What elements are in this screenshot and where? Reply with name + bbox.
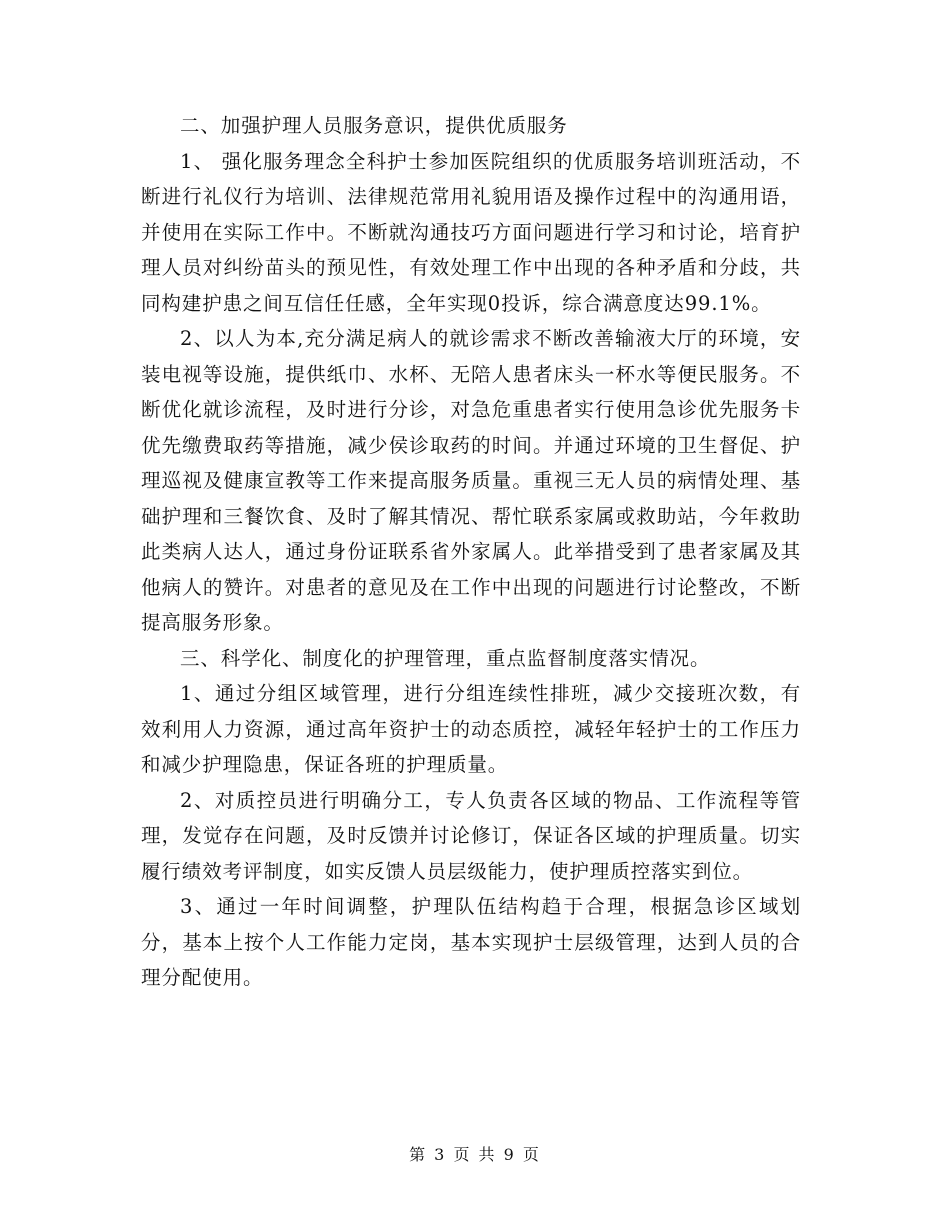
document-body	[141, 108, 801, 996]
paragraph-quality-control: 2、对质控员进行明确分工，专人负责各区域的物品、工作流程等管理，发觉存在问题，及时反馈并讨论修订，保证各区域的护理质量。切实履行绩效考评制度，如实反馈人员层级能力，使护理质控落实到位。	[141, 788, 801, 883]
paragraph-service-training: 1、 强化服务理念全科护士参加医院组织的优质服务培训班活动，不断进行礼仪行为培训、法律规范常用礼貌用语及操作过程中的沟通用语，并使用在实际工作中。不断就沟通技巧方面问题进行学习和讨论，培育护理人员对纠纷苗头的预见性，有效处理工作中出现的各种矛盾和分歧，共同构建护患之间互信任任感，全年实现0投诉，综合满意度达99.1%。	[141, 149, 801, 315]
paragraph-team-structure: 3、通过一年时间调整，护理队伍结构趋于合理，根据急诊区域划分，基本上按个人工作能力定岗，基本实现护士层级管理，达到人员的合理分配使用。	[141, 895, 801, 989]
paragraph-group-management: 1、通过分组区域管理，进行分组连续性排班，减少交接班次数，有效利用人力资源，通过高年资护士的动态质控，减轻年轻护士的工作压力和减少护理隐患，保证各班的护理质量。	[141, 682, 801, 776]
paragraph-patient-centered: 2、以人为本,充分满足病人的就诊需求不断改善输液大厅的环境，安装电视等设施，提供纸巾、水杯、无陪人患者床头一杯水等便民服务。不断优化就诊流程，及时进行分诊，对急危重患者实行使用急诊优先服务卡优先缴费取药等措施，减少侯诊取药的时间。并通过环境的卫生督促、护理巡视及健康宣教等工作来提高服务质量。重视三无人员的病情处理、基础护理和三餐饮食、及时了解其情况、帮忙联系家属或救助站，今年救助此类病人达人，通过身份证联系省外家属人。此举措受到了患者家属及其他病人的赞许。对患者的意见及在工作中出现的问题进行讨论整改，不断提高服务形象。	[141, 327, 801, 634]
section-heading-3: 三、科学化、制度化的护理管理，重点监督制度落实情况。	[180, 646, 711, 670]
section-heading-2: 二、加强护理人员服务意识，提供优质服务	[180, 114, 568, 137]
page-number-footer: 第 3 页 共 9 页	[409, 1145, 541, 1164]
